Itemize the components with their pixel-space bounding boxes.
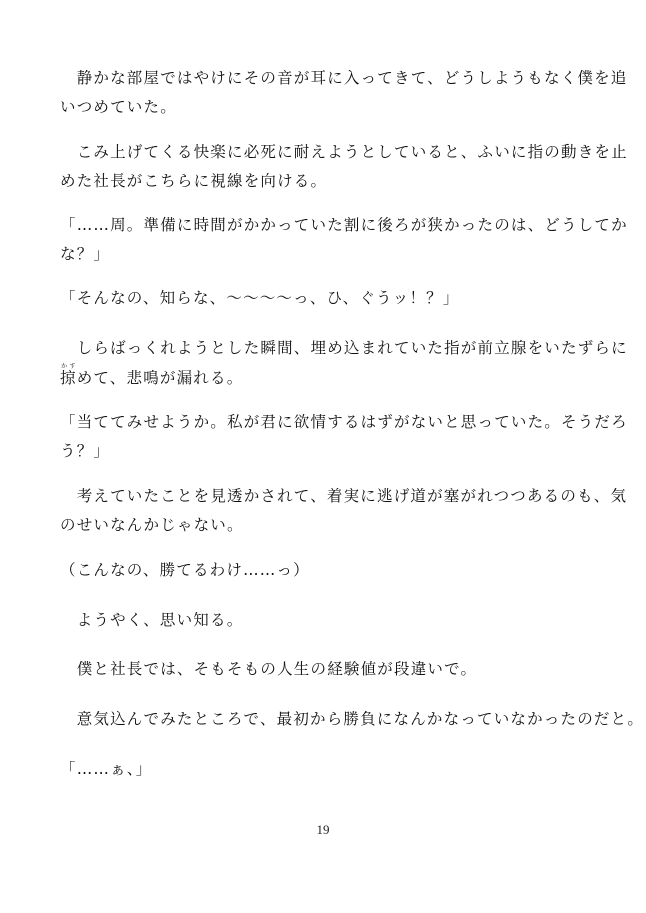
text-line: 考えていたことを見透かされて、着実に逃げ道が塞がれつつあるのも、気 [60, 487, 628, 505]
text-line: いつめていた。 [60, 98, 177, 116]
paragraph-6 [60, 408, 628, 466]
text-line: 「当ててみせようか。私が君に欲情するはずがないと思っていた。そうだろ [60, 413, 628, 431]
ruby-line-rest: めて、悲鳴が漏れる。 [76, 369, 244, 387]
ruby-word [60, 363, 77, 387]
ruby-reading: かす [60, 363, 77, 370]
text-line: しらばっくれようとした瞬間、埋め込まれていた指が前立腺をいたずらに [60, 339, 628, 357]
text-line-with-ruby [60, 363, 600, 392]
text-line: 僕と社長では、そもそもの人生の経験値が段違いで。 [60, 660, 478, 678]
paragraph-8 [60, 556, 600, 585]
text-line: う？」 [60, 442, 111, 460]
text-line: ようやく、思い知る。 [60, 611, 244, 629]
text-line: 静かな部屋ではやけにその音が耳に入ってきて、どうしようもなく僕を追 [60, 69, 628, 87]
paragraph-2 [60, 138, 628, 196]
paragraph-5 [60, 334, 628, 392]
text-line: こみ上げてくる快楽に必死に耐えようとしていると、ふいに指の動きを止 [60, 143, 628, 161]
paragraph-10 [60, 655, 600, 684]
page-number: 19 [316, 822, 330, 837]
text-line: な？」 [60, 245, 111, 263]
text-line: のせいなんかじゃない。 [60, 516, 244, 534]
paragraph-7 [60, 482, 628, 540]
text-line: （こんなの、勝てるわけ……っ） [60, 561, 310, 579]
text-line: 「……周。準備に時間がかかっていた割に後ろが狭かったのは、どうしてか [60, 216, 628, 234]
ruby-base: 掠 [60, 369, 77, 387]
paragraph-3 [60, 211, 628, 269]
paragraph-11 [60, 705, 645, 734]
paragraph-9 [60, 606, 600, 635]
text-line: 意気込んでみたところで、最初から勝負になんかなっていなかったのだと。 [60, 710, 645, 728]
paragraph-1 [60, 64, 628, 122]
text-line: めた社長がこちらに視線を向ける。 [60, 172, 328, 190]
paragraph-4 [60, 284, 600, 313]
paragraph-12 [60, 755, 600, 784]
text-line: 「そんなの、知らな、〜〜〜〜っ、ひ、ぐうッ！？」 [60, 289, 460, 307]
text-line: 「……ぁ、」 [60, 760, 153, 778]
